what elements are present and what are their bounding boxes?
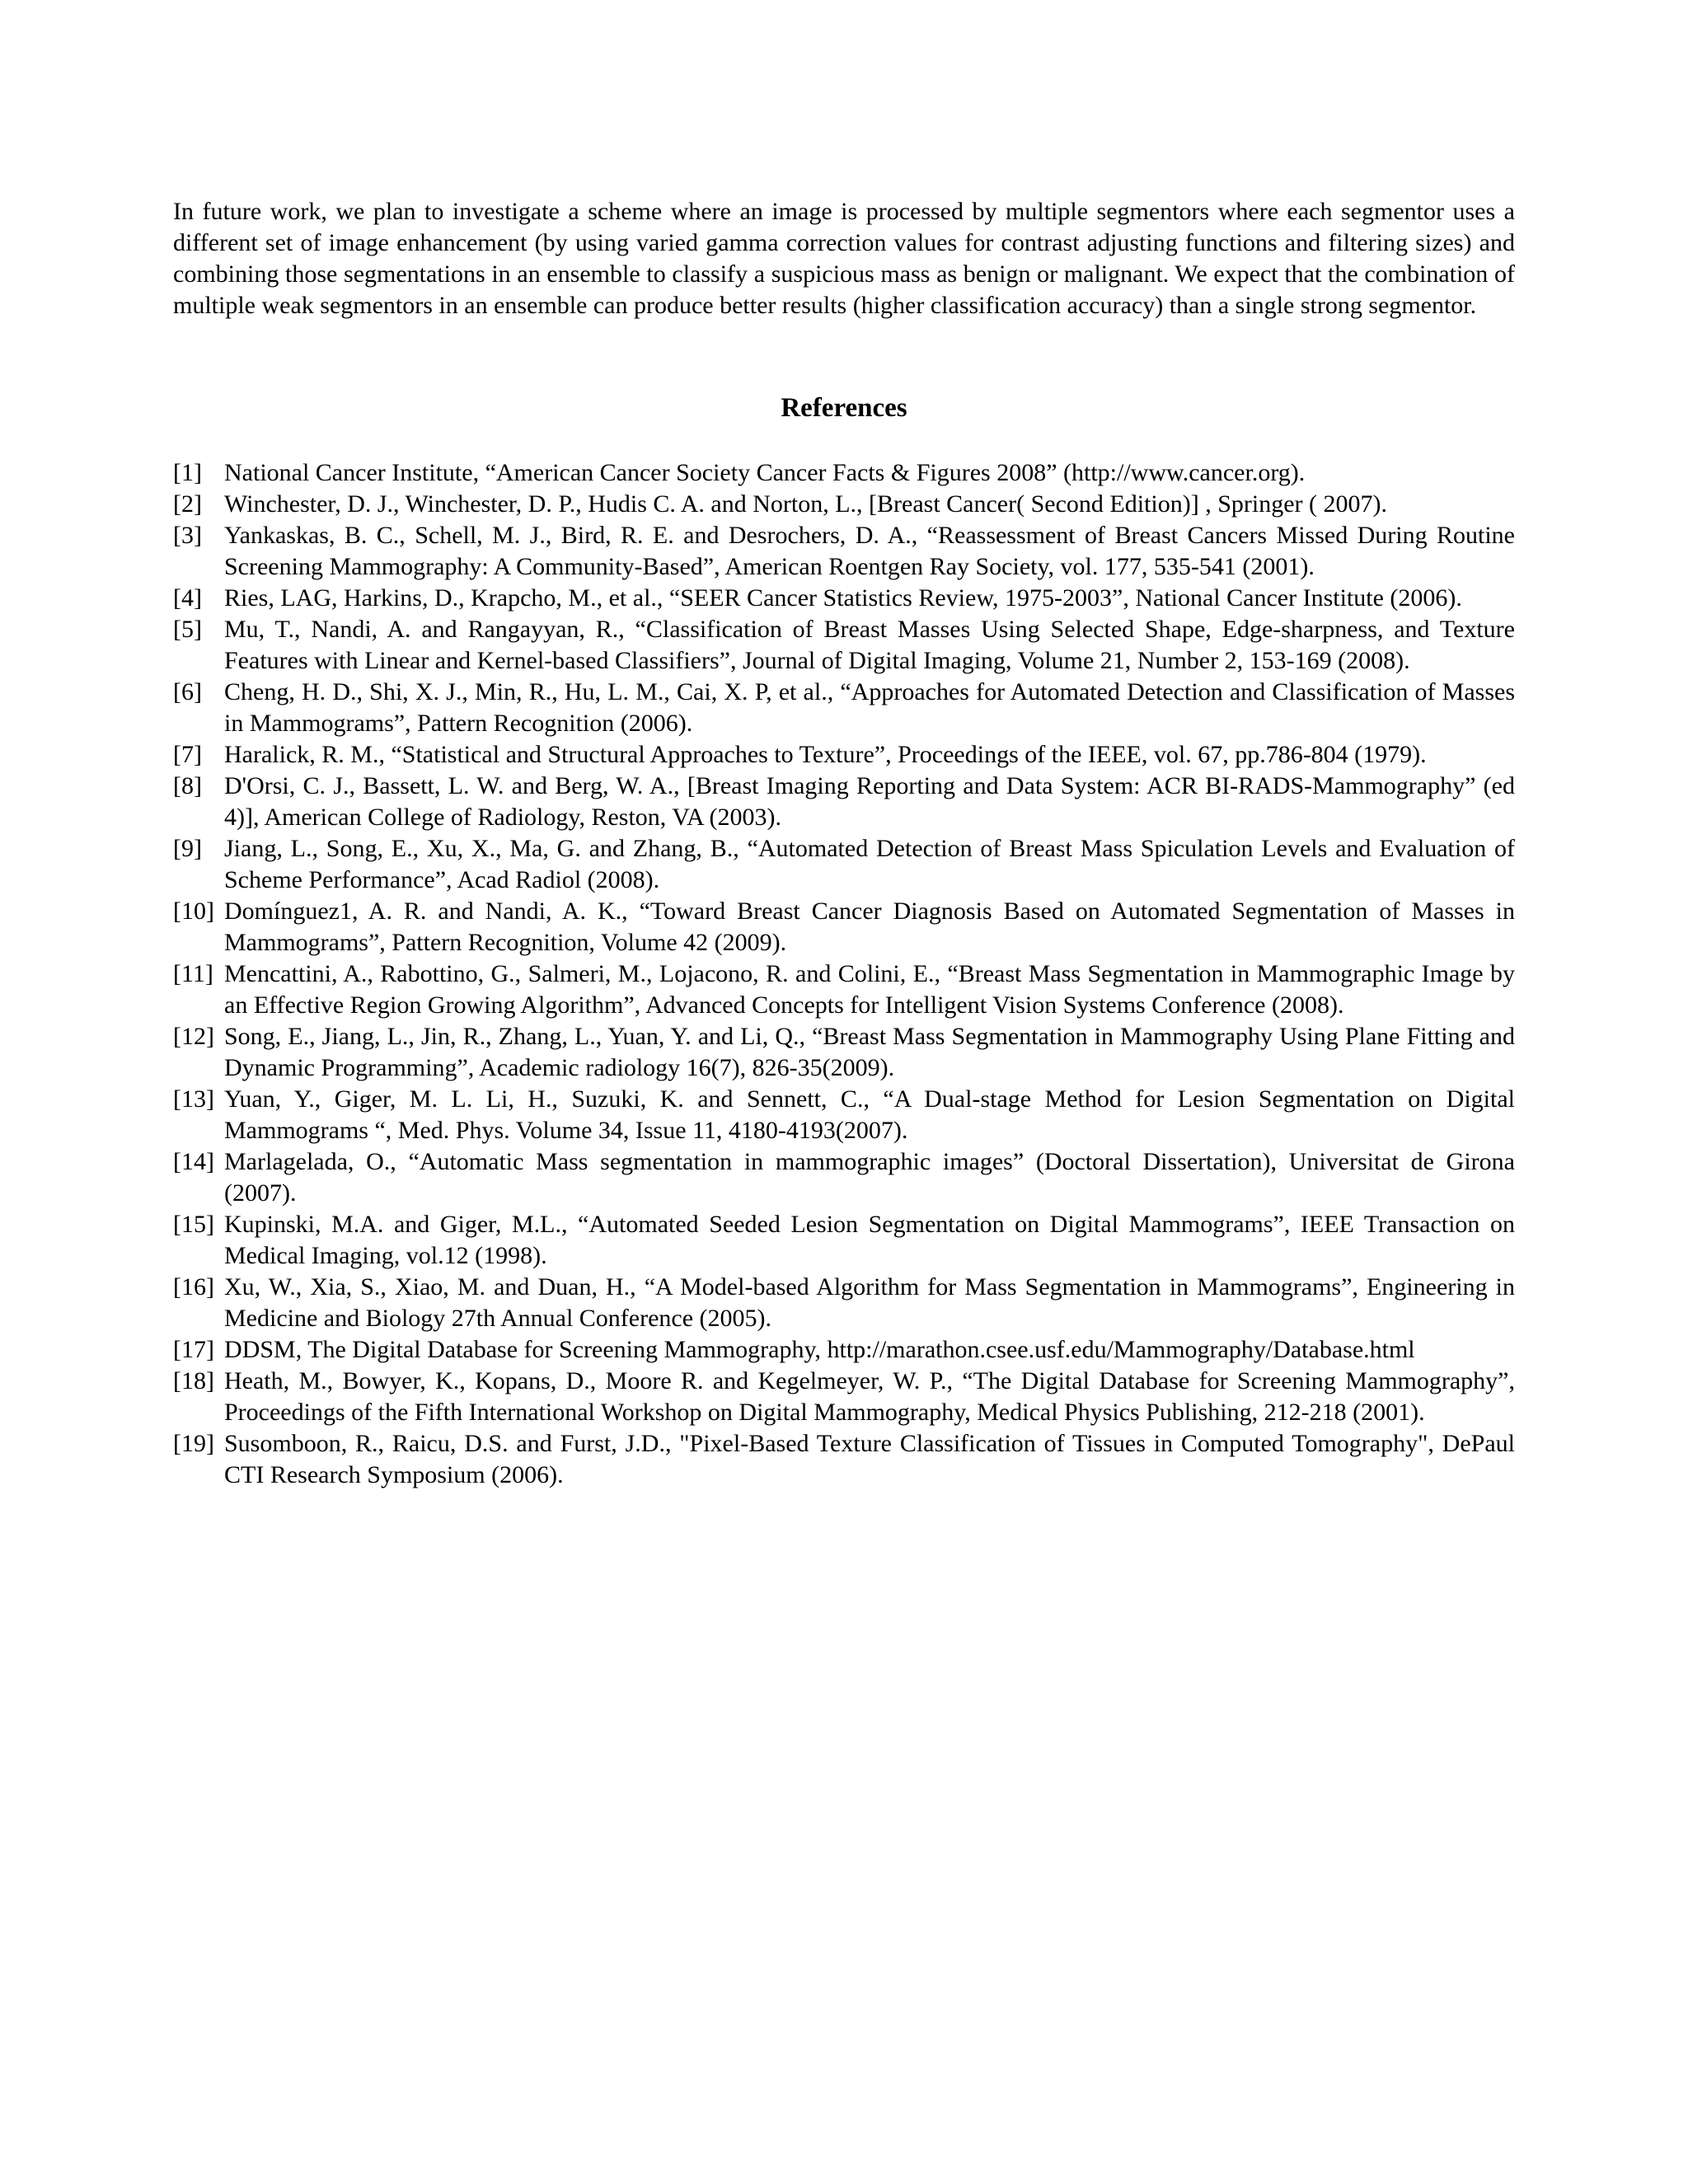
reference-number: [5] — [173, 616, 202, 643]
reference-text: Haralick, R. M., “Statistical and Structural Approaches to Texture”, Proceedings of the IEEE, vol. 67, pp.786-804 (1979). — [224, 741, 1427, 768]
reference-item — [173, 457, 1515, 489]
reference-text: National Cancer Institute, “American Cancer Society Cancer Facts & Figures 2008” (http://www.cancer.org). — [224, 459, 1306, 486]
reference-number: [3] — [173, 522, 202, 549]
reference-item — [173, 583, 1515, 614]
references-list — [173, 457, 1515, 1491]
reference-item — [173, 896, 1515, 958]
reference-number: [17] — [173, 1336, 214, 1363]
reference-text: Marlagelada, O., “Automatic Mass segmentation in mammographic images” (Doctoral Dissertation), Universitat de Girona (2007). — [224, 1148, 1515, 1207]
reference-number: [19] — [173, 1430, 214, 1457]
page-content — [173, 196, 1515, 1491]
reference-text: Susomboon, R., Raicu, D.S. and Furst, J.D., "Pixel-Based Texture Classification of Tissues in Computed Tomography", DePaul CTI Research Symposium (2006). — [224, 1430, 1515, 1488]
reference-item — [173, 1428, 1515, 1491]
reference-text: Ries, LAG, Harkins, D., Krapcho, M., et al., “SEER Cancer Statistics Review, 1975-2003”, National Cancer Institute (2006). — [224, 584, 1462, 612]
reference-number: [4] — [173, 584, 202, 612]
reference-text: Yankaskas, B. C., Schell, M. J., Bird, R. E. and Desrochers, D. A., “Reassessment of Breast Cancers Missed During Routine Screening Mammography: A Community-Based”, American Roentgen Ray Society, vol. 177, 535-541 (2001). — [224, 522, 1515, 580]
reference-number: [16] — [173, 1273, 214, 1301]
reference-item — [173, 1084, 1515, 1146]
reference-text: Xu, W., Xia, S., Xiao, M. and Duan, H., “A Model-based Algorithm for Mass Segmentation in Mammograms”, Engineering in Medicine and Biology 27th Annual Conference (2005). — [224, 1273, 1515, 1332]
reference-item — [173, 833, 1515, 896]
reference-text: DDSM, The Digital Database for Screening Mammography, http://marathon.csee.usf.edu/Mammography/Database.html — [224, 1336, 1415, 1363]
reference-number: [14] — [173, 1148, 214, 1175]
reference-number: [2] — [173, 490, 202, 518]
reference-text: Kupinski, M.A. and Giger, M.L., “Automated Seeded Lesion Segmentation on Digital Mammograms”, IEEE Transaction on Medical Imaging, vol.12 (1998). — [224, 1211, 1515, 1269]
reference-text: Jiang, L., Song, E., Xu, X., Ma, G. and Zhang, B., “Automated Detection of Breast Mass Spiculation Levels and Evaluation of Scheme Performance”, Acad Radiol (2008). — [224, 835, 1515, 893]
reference-item — [173, 1366, 1515, 1428]
reference-text: Mu, T., Nandi, A. and Rangayyan, R., “Classification of Breast Masses Using Selected Shape, Edge-sharpness, and Texture Features with Linear and Kernel-based Classifiers”, Journal of Digital Imaging, Volume 21, Number 2, 153-169 (2008). — [224, 616, 1515, 674]
reference-item — [173, 614, 1515, 677]
reference-number: [6] — [173, 678, 202, 705]
reference-number: [9] — [173, 835, 202, 862]
reference-text: D'Orsi, C. J., Bassett, L. W. and Berg, W. A., [Breast Imaging Reporting and Data System: ACR BI-RADS-Mammography” (ed 4)], American College of Radiology, Reston, VA (2003). — [224, 772, 1515, 831]
reference-number: [7] — [173, 741, 202, 768]
reference-text: Song, E., Jiang, L., Jin, R., Zhang, L., Yuan, Y. and Li, Q., “Breast Mass Segmentation in Mammography Using Plane Fitting and Dynamic Programming”, Academic radiology 16(7), 826-35(2009). — [224, 1023, 1515, 1081]
reference-number: [12] — [173, 1023, 214, 1050]
reference-text: Domínguez1, A. R. and Nandi, A. K., “Toward Breast Cancer Diagnosis Based on Automated Segmentation of Masses in Mammograms”, Pattern Recognition, Volume 42 (2009). — [224, 898, 1515, 956]
reference-text: Yuan, Y., Giger, M. L. Li, H., Suzuki, K. and Sennett, C., “A Dual-stage Method for Lesion Segmentation on Digital Mammograms “, Med. Phys. Volume 34, Issue 11, 4180-4193(2007). — [224, 1085, 1515, 1144]
reference-text: Mencattini, A., Rabottino, G., Salmeri, M., Lojacono, R. and Colini, E., “Breast Mass Segmentation in Mammographic Image by an Effective Region Growing Algorithm”, Advanced Concepts for Intelligent Vision Systems Conference (2008). — [224, 960, 1515, 1019]
reference-item — [173, 1209, 1515, 1272]
reference-number: [1] — [173, 459, 202, 486]
reference-item — [173, 677, 1515, 739]
reference-item — [173, 1021, 1515, 1084]
reference-item — [173, 1272, 1515, 1334]
references-heading: References — [781, 393, 907, 423]
reference-item — [173, 1334, 1515, 1366]
reference-text: Cheng, H. D., Shi, X. J., Min, R., Hu, L. M., Cai, X. P, et al., “Approaches for Automated Detection and Classification of Masses in Mammograms”, Pattern Recognition (2006). — [224, 678, 1515, 737]
reference-item — [173, 771, 1515, 833]
reference-text: Winchester, D. J., Winchester, D. P., Hudis C. A. and Norton, L., [Breast Cancer( Second Edition)] , Springer ( 2007). — [224, 490, 1388, 518]
reference-number: [8] — [173, 772, 202, 799]
reference-text: Heath, M., Bowyer, K., Kopans, D., Moore R. and Kegelmeyer, W. P., “The Digital Database for Screening Mammography”, Proceedings of the Fifth International Workshop on Digital Mammography, Medical Physics Publishing, 212-218 (2001). — [224, 1367, 1515, 1426]
reference-item — [173, 520, 1515, 583]
reference-item — [173, 1146, 1515, 1209]
reference-item — [173, 739, 1515, 771]
reference-number: [13] — [173, 1085, 214, 1113]
reference-item — [173, 489, 1515, 520]
reference-number: [10] — [173, 898, 214, 925]
reference-item — [173, 958, 1515, 1021]
reference-number: [15] — [173, 1211, 214, 1238]
body-paragraph: In future work, we plan to investigate a scheme where an image is processed by multiple segmentors where each segmentor uses a different set of image enhancement (by using varied gamma correction values for contrast adjusting functions and filtering sizes) and combining those segmentations in an ensemble to classify a suspicious mass as benign or malignant. We expect that the combination of multiple weak segmentors in an ensemble can produce better results (higher classification accuracy) than a single strong segmentor. — [173, 198, 1515, 319]
reference-number: [18] — [173, 1367, 214, 1394]
reference-number: [11] — [173, 960, 213, 987]
